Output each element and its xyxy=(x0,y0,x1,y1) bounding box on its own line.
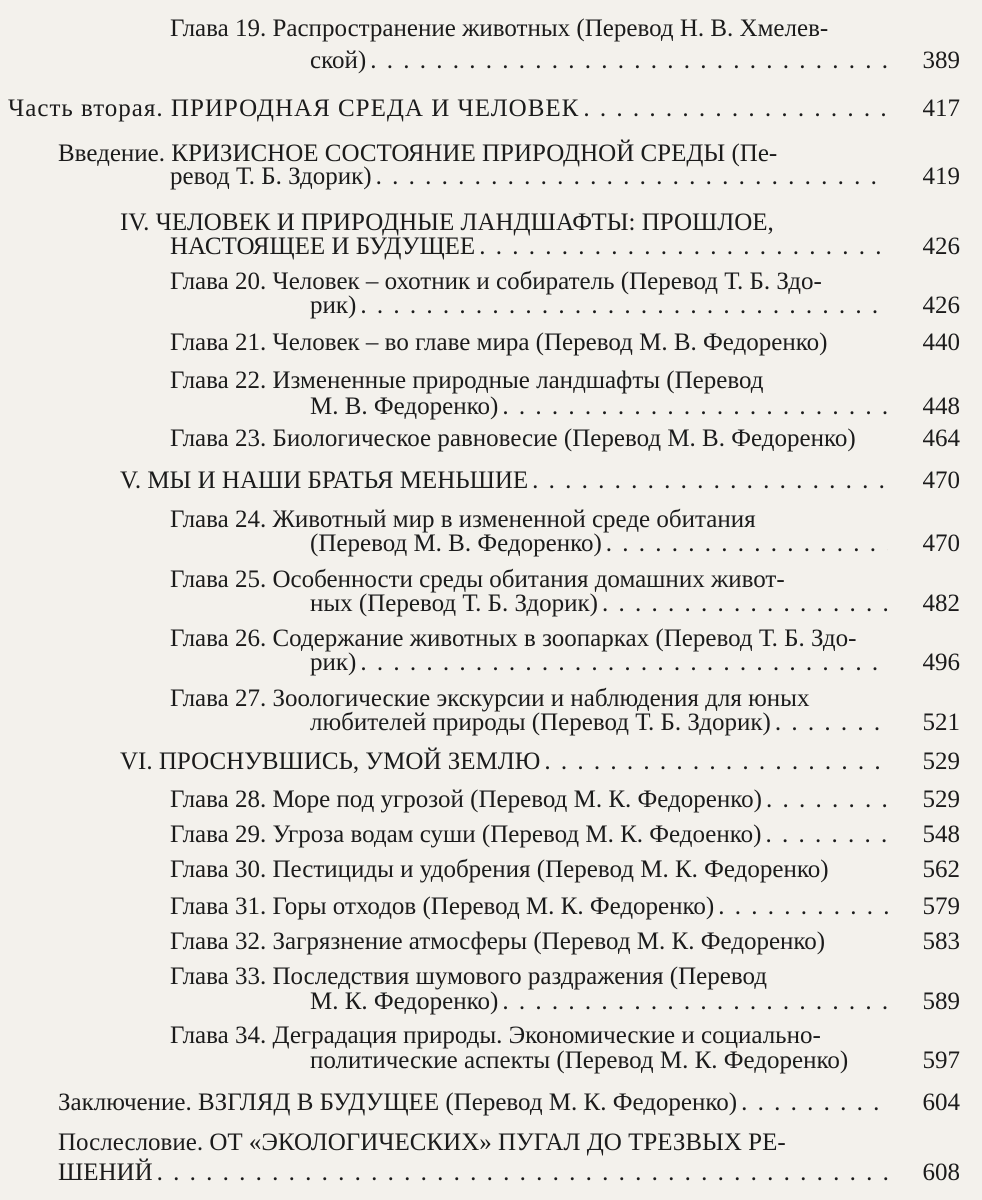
page-number: 389 xyxy=(922,47,960,74)
entry-text: рик) xyxy=(310,292,357,319)
leader-dots xyxy=(502,392,888,422)
entry-text: Глава 27. Зоологические экскурсии и наблюдения для юных xyxy=(170,685,810,712)
toc-entry-line xyxy=(170,820,892,850)
section-heading: НАСТОЯЩЕЕ И БУДУЩЕЕ xyxy=(170,233,476,260)
toc-entry-line xyxy=(170,927,892,957)
page-number: 448 xyxy=(922,393,960,420)
leader-dots xyxy=(157,1158,888,1188)
page-number: 604 xyxy=(922,1089,960,1116)
entry-text: Глава 21. Человек – во главе мира (Перевод М. В. Федоренко) xyxy=(170,329,828,356)
entry-text: Глава 28. Море под угрозой (Перевод М. К. Федоренко) xyxy=(170,786,762,813)
entry-text: рик) xyxy=(310,649,357,676)
entry-text: М. К. Федоренко) xyxy=(310,988,499,1015)
leader-dots xyxy=(370,46,888,76)
toc-entry-line xyxy=(310,708,892,738)
entry-text: ных (Перевод Т. Б. Здорик) xyxy=(310,590,598,617)
leader-dots xyxy=(765,820,888,850)
entry-text: Глава 30. Пестициды и удобрения (Перевод М. К. Федоренко) xyxy=(170,856,829,883)
toc-entry-line xyxy=(170,232,892,262)
toc-entry-line xyxy=(170,785,892,815)
page-number: 426 xyxy=(922,233,960,260)
entry-text: Глава 32. Загрязнение атмосферы (Перевод М. К. Федоренко) xyxy=(170,928,826,955)
leader-dots xyxy=(544,747,888,777)
entry-text: Глава 29. Угроза водам суши (Перевод М. К. Федоенко) xyxy=(170,821,762,848)
page-number: 529 xyxy=(922,748,960,775)
entry-text: Послесловие. ОТ «ЭКОЛОГИЧЕСКИХ» ПУГАЛ ДО ТРЕЗВЫХ РЕ- xyxy=(58,1129,786,1156)
toc-entry-line xyxy=(310,392,892,422)
page-number: 419 xyxy=(922,163,960,190)
page-number: 589 xyxy=(922,988,960,1015)
entry-text: ревод Т. Б. Здорик) xyxy=(170,163,372,190)
page-number: 440 xyxy=(922,329,960,356)
leader-dots xyxy=(479,232,888,262)
page-number: 496 xyxy=(922,649,960,676)
leader-dots xyxy=(606,529,888,559)
toc-entry-line xyxy=(170,162,892,192)
section-heading: IV. ЧЕЛОВЕК И ПРИРОДНЫЕ ЛАНДШАФТЫ: ПРОШЛОЕ, xyxy=(120,209,774,236)
entry-text: Глава 26. Содержание животных в зоопарках (Перевод Т. Б. Здо- xyxy=(170,625,857,652)
toc-entry-line xyxy=(58,1158,892,1188)
entry-text: Глава 31. Горы отходов (Перевод М. К. Федоренко) xyxy=(170,893,715,920)
page-number: 470 xyxy=(922,467,960,494)
entry-text: Глава 20. Человек – охотник и собиратель (Перевод Т. Б. Здо- xyxy=(170,268,822,295)
leader-dots xyxy=(360,648,888,678)
leader-dots xyxy=(741,1088,888,1118)
page-number: 470 xyxy=(922,530,960,557)
page-number: 417 xyxy=(922,95,960,122)
entry-text: Глава 22. Измененные природные ландшафты (Перевод xyxy=(170,367,764,394)
toc-entry-line xyxy=(170,424,892,454)
toc-entry-line xyxy=(170,14,892,44)
page-number: 482 xyxy=(922,590,960,617)
leader-dots xyxy=(718,892,888,922)
toc-entry-line xyxy=(310,987,892,1017)
entry-text: любителей природы (Перевод Т. Б. Здорик) xyxy=(310,709,771,736)
toc-entry-line xyxy=(120,747,892,777)
toc-entry-line xyxy=(170,892,892,922)
toc-entry-line xyxy=(310,529,892,559)
entry-text: М. В. Федоренко) xyxy=(310,393,499,420)
toc-entry-line xyxy=(310,589,892,619)
entry-text: Глава 34. Деградация природы. Экономические и социально- xyxy=(170,1022,821,1049)
leader-dots xyxy=(360,291,888,321)
toc-entry-line xyxy=(310,291,892,321)
toc-entry-line xyxy=(58,1128,892,1158)
entry-text: Глава 33. Последствия шумового раздражения (Перевод xyxy=(170,963,767,990)
entry-text: политические аспекты (Перевод М. К. Федоренко) xyxy=(310,1047,849,1074)
page-number: 548 xyxy=(922,821,960,848)
page-number: 464 xyxy=(922,425,960,452)
toc-entry-line xyxy=(8,94,892,124)
leader-dots xyxy=(502,987,888,1017)
entry-text: Глава 25. Особенности среды обитания домашних живот- xyxy=(170,566,785,593)
section-heading: V. МЫ И НАШИ БРАТЬЯ МЕНЬШИЕ xyxy=(120,467,529,494)
entry-text: ШЕНИЙ xyxy=(58,1159,153,1186)
page-number: 426 xyxy=(922,292,960,319)
leader-dots xyxy=(532,466,888,496)
entry-text: Глава 23. Биологическое равновесие (Перевод М. В. Федоренко) xyxy=(170,425,856,452)
leader-dots xyxy=(766,785,888,815)
part-heading: Часть вторая. ПРИРОДНАЯ СРЕДА И ЧЕЛОВЕК xyxy=(8,95,580,122)
entry-text: Введение. КРИЗИСНОЕ СОСТОЯНИЕ ПРИРОДНОЙ СРЕДЫ (Пе- xyxy=(58,140,778,167)
entry-text: Заключение. ВЗГЛЯД В БУДУЩЕЕ (Перевод М. К. Федоренко) xyxy=(58,1089,738,1116)
toc-entry-line xyxy=(310,1046,892,1076)
page-number: 562 xyxy=(922,856,960,883)
entry-text: Глава 19. Распространение животных (Перевод Н. В. Хмелев- xyxy=(170,15,829,42)
leader-dots xyxy=(602,589,888,619)
entry-text: (Перевод М. В. Федоренко) xyxy=(310,530,602,557)
page-number: 583 xyxy=(922,928,960,955)
page-number: 529 xyxy=(922,786,960,813)
toc-entry-line xyxy=(310,648,892,678)
page-number: 521 xyxy=(922,709,960,736)
leader-dots xyxy=(583,94,888,124)
toc-entry-line xyxy=(120,466,892,496)
page-number: 597 xyxy=(922,1047,960,1074)
entry-text: ской) xyxy=(310,47,367,74)
leader-dots xyxy=(775,708,888,738)
section-heading: VI. ПРОСНУВШИСЬ, УМОЙ ЗЕМЛЮ xyxy=(120,748,541,775)
toc-entry-line xyxy=(310,46,892,76)
toc-entry-line xyxy=(170,328,892,358)
leader-dots xyxy=(376,162,888,192)
toc-entry-line xyxy=(58,1088,892,1118)
entry-text: Глава 24. Животный мир в измененной среде обитания xyxy=(170,506,756,533)
toc-entry-line xyxy=(170,855,892,885)
page-number: 608 xyxy=(922,1159,960,1186)
page-number: 579 xyxy=(922,893,960,920)
